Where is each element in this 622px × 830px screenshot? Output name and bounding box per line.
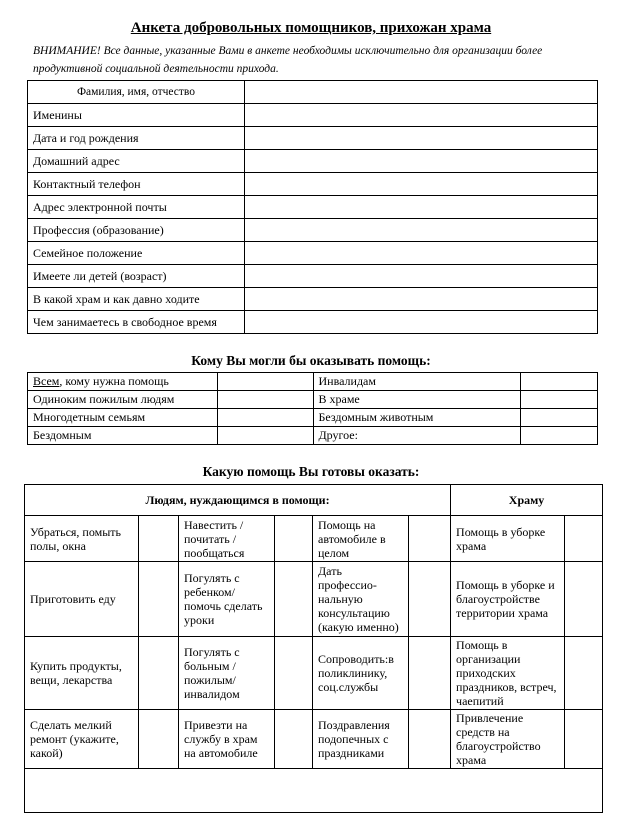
help-option-label: Привлечение средств на благоустройство храма — [451, 710, 565, 769]
personal-info-table — [27, 80, 598, 334]
whom-option-label: Всем, кому нужна помощь — [28, 373, 218, 391]
help-option-checkbox[interactable] — [275, 516, 313, 562]
help-option-label: Купить продукты, вещи, лекарства — [25, 637, 139, 710]
field-label: Фамилия, имя, отчество — [28, 81, 245, 104]
help-option-checkbox[interactable] — [275, 710, 313, 769]
help-notes-field[interactable] — [25, 769, 603, 813]
help-temple-header: Храму — [451, 485, 603, 516]
field-label: Чем занимаетесь в свободное время — [28, 311, 245, 334]
help-option-checkbox[interactable] — [139, 710, 179, 769]
field-label: Дата и год рождения — [28, 127, 245, 150]
help-option-checkbox[interactable] — [139, 516, 179, 562]
field-label: Семейное положение — [28, 242, 245, 265]
help-section-title: Какую помощь Вы готовы оказать: — [202, 464, 420, 479]
notice-text: ВНИМАНИЕ! Все данные, указанные Вами в анкете необходимы исключительно для организации более продуктивной социальной деятельности прихода. — [33, 45, 543, 75]
help-option-checkbox[interactable] — [409, 637, 451, 710]
help-people-header: Людям, нуждающимся в помощи: — [25, 485, 451, 516]
help-option-label: Помощь на автомобиле в целом — [313, 516, 409, 562]
help-option-label: Поздравления подопечных с праздниками — [313, 710, 409, 769]
help-option-label: Убраться, помыть полы, окна — [25, 516, 139, 562]
help-option-label: Навестить / почитать / пообщаться — [179, 516, 275, 562]
page-title: Анкета добровольных помощников, прихожан храма — [130, 20, 492, 36]
field-value[interactable] — [245, 219, 598, 242]
whom-option-label: Другое: — [313, 427, 521, 445]
field-value[interactable] — [245, 104, 598, 127]
help-option-label: Помощь в уборке храма — [451, 516, 565, 562]
whom-option-label: Многодетным семьям — [28, 409, 218, 427]
field-label: В какой храм и как давно ходите — [28, 288, 245, 311]
help-table — [24, 484, 603, 813]
help-option-checkbox[interactable] — [565, 710, 603, 769]
field-value[interactable] — [245, 150, 598, 173]
whom-option-checkbox[interactable] — [217, 409, 313, 427]
field-value[interactable] — [245, 288, 598, 311]
field-value[interactable] — [245, 196, 598, 219]
help-option-checkbox[interactable] — [409, 562, 451, 637]
whom-option-label: В храме — [313, 391, 521, 409]
whom-table — [27, 372, 598, 445]
whom-option-label: Бездомным животным — [313, 409, 521, 427]
help-option-label: Помощь в уборке и благоустройстве территории храма — [451, 562, 565, 637]
help-option-checkbox[interactable] — [409, 710, 451, 769]
help-option-label: Дать профессио-нальную консультацию (какую именно) — [313, 562, 409, 637]
help-option-checkbox[interactable] — [409, 516, 451, 562]
field-label: Профессия (образование) — [28, 219, 245, 242]
help-option-checkbox[interactable] — [565, 637, 603, 710]
whom-option-checkbox[interactable] — [521, 391, 598, 409]
whom-option-label: Одиноким пожилым людям — [28, 391, 218, 409]
whom-option-label: Инвалидам — [313, 373, 521, 391]
help-option-label: Привезти на службу в храм на автомобиле — [179, 710, 275, 769]
help-option-checkbox[interactable] — [565, 516, 603, 562]
field-label: Домашний адрес — [28, 150, 245, 173]
help-option-label: Приготовить еду — [25, 562, 139, 637]
field-value[interactable] — [245, 173, 598, 196]
help-option-checkbox[interactable] — [139, 637, 179, 710]
field-value[interactable] — [245, 265, 598, 288]
whom-option-checkbox[interactable] — [521, 373, 598, 391]
field-value[interactable] — [245, 81, 598, 104]
field-value[interactable] — [245, 242, 598, 265]
help-option-checkbox[interactable] — [139, 562, 179, 637]
field-label: Адрес электронной почты — [28, 196, 245, 219]
whom-option-checkbox[interactable] — [521, 409, 598, 427]
whom-option-checkbox[interactable] — [521, 427, 598, 445]
help-option-label: Погулять с больным / пожилым/ инвалидом — [179, 637, 275, 710]
help-option-label: Помощь в организации приходских праздников, встреч, чаепитий — [451, 637, 565, 710]
help-option-label: Погулять с ребенком/ помочь сделать уроки — [179, 562, 275, 637]
help-option-checkbox[interactable] — [565, 562, 603, 637]
whom-section-title: Кому Вы могли бы оказывать помощь: — [191, 353, 431, 368]
help-option-checkbox[interactable] — [275, 637, 313, 710]
help-option-label: Сделать мелкий ремонт (укажите, какой) — [25, 710, 139, 769]
whom-option-checkbox[interactable] — [217, 427, 313, 445]
field-value[interactable] — [245, 311, 598, 334]
field-label: Именины — [28, 104, 245, 127]
field-label: Контактный телефон — [28, 173, 245, 196]
help-option-checkbox[interactable] — [275, 562, 313, 637]
whom-option-checkbox[interactable] — [217, 391, 313, 409]
whom-option-checkbox[interactable] — [217, 373, 313, 391]
field-value[interactable] — [245, 127, 598, 150]
help-option-label: Сопроводить:в поликлинику, соц.службы — [313, 637, 409, 710]
field-label: Имеете ли детей (возраст) — [28, 265, 245, 288]
whom-option-label: Бездомным — [28, 427, 218, 445]
